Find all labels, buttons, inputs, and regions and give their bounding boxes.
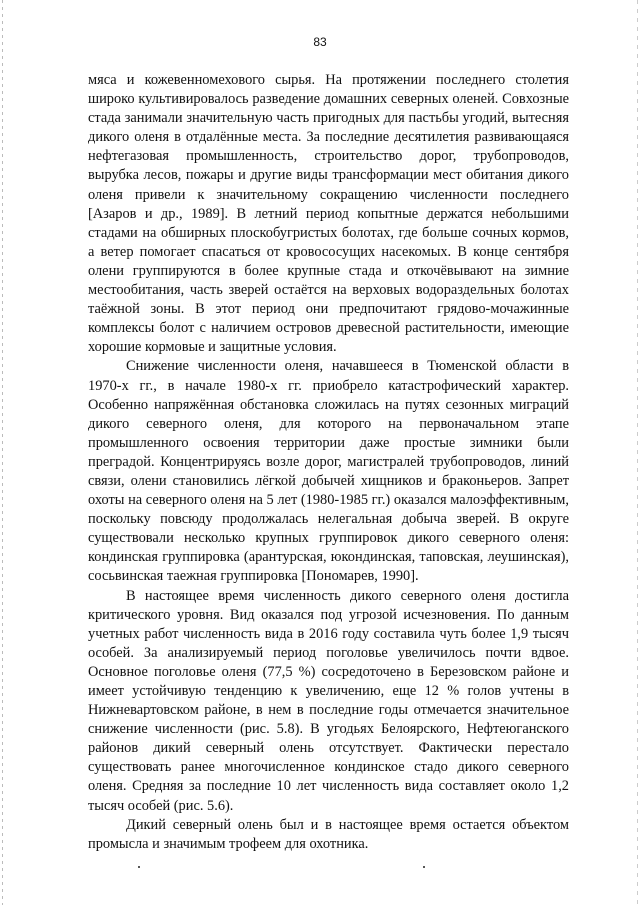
document-body	[88, 71, 569, 854]
paragraph-2: Снижение численности оленя, начавшееся в Тюменской области в 1970-х гг., в начале 1980-х гг. приобрело катастрофический характер. Особенно напряжённая обстановка сложилась на путях сезонных миграций дикого северного оленя, для которого на первоначальном этапе промышленного освоения территории даже простые зимники были преградой. Концентрируясь возле дорог, магистралей трубопроводов, линий связи, олени становились лёгкой добычей хищников и браконьеров. Запрет охоты на северного оленя на 5 лет (1980-1985 гг.) оказался малоэффективным, поскольку повсюду продолжалась нелегальная добыча зверей. В округе существовали несколько крупных группировок дикого северного оленя: кондинская группировка (арантурская, юкондинская, таповская, леушинская), сосьвинская таежная группировка [Пономарев, 1990].	[88, 358, 569, 585]
page-number: 83	[313, 35, 327, 49]
scan-speck	[423, 866, 425, 868]
paragraph-3: В настоящее время численность дикого северного оленя достигла критического уровня. Вид оказался под угрозой исчезновения. По данным учетных работ численность вида в 2016 году составила чуть более 1,9 тысяч особей. За анализируемый период поголовье увеличилось почти вдвое. Основное поголовье оленя (77,5 %) сосредоточено в Березовском районе и имеет устойчивую тенденцию к увеличению, еще 12 % голов учтены в Нижневартовском районе, в нем в последние годы отмечается значительное снижение численности (рис. 5.8). В угодьях Белоярского, Нефтеюганского районов дикий северный олень отсутствует. Фактически перестало существовать ранее многочисленное кондинское стадо дикого северного оленя. Средняя за последние 10 лет численность вида составляет около 1,2 тысяч особей (рис. 5.6).	[88, 587, 569, 814]
scan-speck	[138, 866, 140, 868]
paragraph-1: мяса и кожевенномехового сырья. На протяжении последнего столетия широко культивировалось разведение домашних северных оленей. Совхозные стада занимали значительную часть пригодных для пастьбы угодий, вытесняя дикого оленя в отдалённые места. За последние десятилетия развивающаяся нефтегазовая промышленность, строительство дорог, трубопроводов, вырубка лесов, пожары и другие виды трансформации мест обитания дикого оленя привели к значительному сокращению численности последнего [Азаров и др., 1989]. В летний период копытные держатся небольшими стадами на обширных плоскобугристых болотах, где больше сочных кормов, а ветер помогает спасаться от кровососущих насекомых. В конце сентября олени группируются в более крупные стада и откочёвывают на зимние местообитания, часть зверей остаётся на верховых водораздельных болотах таёжной зоны. В этот период они предпочитают грядово-мочажинные комплексы болот с наличием островов древесной растительности, имеющие хорошие кормовые и защитные условия.	[88, 72, 569, 356]
page-edge-left	[2, 0, 3, 905]
paragraph-4: Дикий северный олень был и в настоящее время остается объектом промысла и значимым трофеем для охотника.	[88, 816, 569, 852]
page-edge-right	[637, 0, 638, 905]
